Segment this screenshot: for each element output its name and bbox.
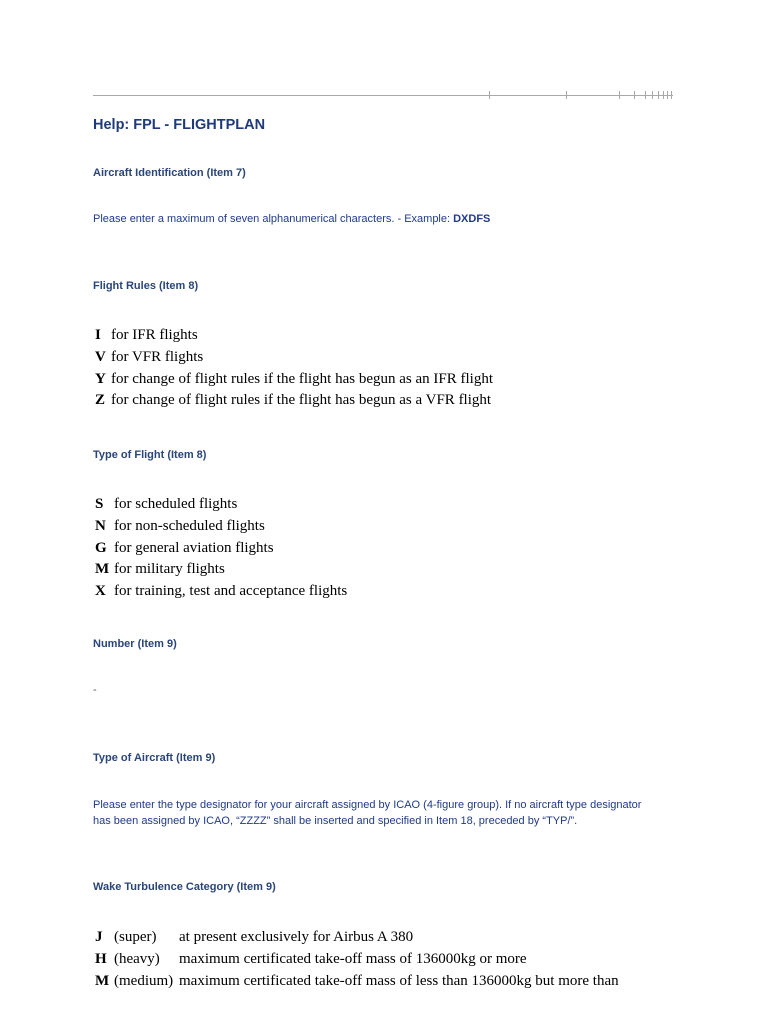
type-of-aircraft-line: Please enter the type designator for your aircraft assigned by ICAO (4-figure group). If no aircraft type designator <box>93 799 642 811</box>
rule-tick <box>619 91 620 99</box>
number-value: - <box>93 684 97 696</box>
flight-type-code: G <box>95 539 107 556</box>
list-item <box>95 347 493 369</box>
flight-rule-text: for change of flight rules if the flight has begun as an IFR flight <box>111 370 493 387</box>
rule-tick <box>663 91 664 99</box>
flight-type-text: for training, test and acceptance flights <box>114 583 348 600</box>
flight-rule-text: for change of flight rules if the flight has begun as a VFR flight <box>111 392 492 409</box>
rule-tick <box>645 91 646 99</box>
wake-category: (super) <box>114 929 157 945</box>
page-title: Help: FPL - FLIGHTPLAN <box>93 117 266 133</box>
list-item <box>95 494 347 516</box>
aircraft-identification-text <box>93 211 490 227</box>
wake-text: maximum certificated take-off mass of less than 136000kg but more than <box>179 972 619 989</box>
wake-text: maximum certificated take-off mass of 136000kg or more <box>179 950 527 967</box>
flight-rule-text: for VFR flights <box>111 348 204 365</box>
type-of-aircraft-text <box>93 797 641 829</box>
flight-type-code: M <box>95 561 110 578</box>
flight-type-text: for non-scheduled flights <box>114 517 265 534</box>
wake-code: H <box>95 950 107 967</box>
aircraft-identification-instruction: Please enter a maximum of seven alphanumerical characters. - Example: <box>93 213 454 225</box>
rule-tick <box>634 91 635 99</box>
section-heading-flight-rules: Flight Rules (Item 8) <box>93 280 199 292</box>
flight-rule-text: for IFR flights <box>111 327 198 343</box>
flight-type-code: X <box>95 583 106 600</box>
list-item <box>95 949 619 971</box>
header-rule <box>93 95 673 96</box>
wake-code: J <box>95 929 103 945</box>
flight-type-text: for military flights <box>114 561 225 578</box>
type-of-flight-list <box>95 494 347 603</box>
list-item <box>95 538 347 560</box>
aircraft-identification-example: DXDFS <box>453 213 491 225</box>
list-item <box>95 971 619 993</box>
type-of-aircraft-line: has been assigned by ICAO, “ZZZZ” shall be inserted and specified in Item 18, preceded by “TYP/”. <box>93 815 578 827</box>
list-item <box>95 390 493 412</box>
wake-code: M <box>95 972 110 989</box>
rule-tick <box>671 91 672 99</box>
flight-rule-code: I <box>95 327 101 343</box>
flight-type-text: for general aviation flights <box>114 539 274 556</box>
rule-tick <box>566 91 567 99</box>
flight-rule-code: V <box>95 348 106 365</box>
list-item <box>95 581 347 603</box>
flight-type-text: for scheduled flights <box>114 496 238 512</box>
flight-rule-code: Z <box>95 392 106 409</box>
wake-category: (heavy) <box>114 950 160 967</box>
wake-text: at present exclusively for Airbus A 380 <box>179 929 414 945</box>
list-item <box>95 325 493 347</box>
section-heading-aircraft-identification: Aircraft Identification (Item 7) <box>93 167 246 179</box>
wake-category: (medium) <box>114 972 174 989</box>
list-item <box>95 369 493 391</box>
section-heading-wake-turbulence: Wake Turbulence Category (Item 9) <box>93 881 276 893</box>
section-heading-type-of-aircraft: Type of Aircraft (Item 9) <box>93 752 216 764</box>
flight-rule-code: Y <box>95 370 106 387</box>
list-item <box>95 927 619 949</box>
flight-type-code: S <box>95 496 104 512</box>
wake-turbulence-list <box>95 927 619 992</box>
list-item <box>95 559 347 581</box>
list-item <box>95 516 347 538</box>
section-heading-number: Number (Item 9) <box>93 638 177 650</box>
flight-rules-list <box>95 325 493 412</box>
section-heading-type-of-flight: Type of Flight (Item 8) <box>93 449 207 461</box>
rule-tick <box>658 91 659 99</box>
flight-type-code: N <box>95 517 106 534</box>
rule-tick <box>489 91 490 99</box>
rule-tick <box>667 91 668 99</box>
rule-tick <box>652 91 653 99</box>
